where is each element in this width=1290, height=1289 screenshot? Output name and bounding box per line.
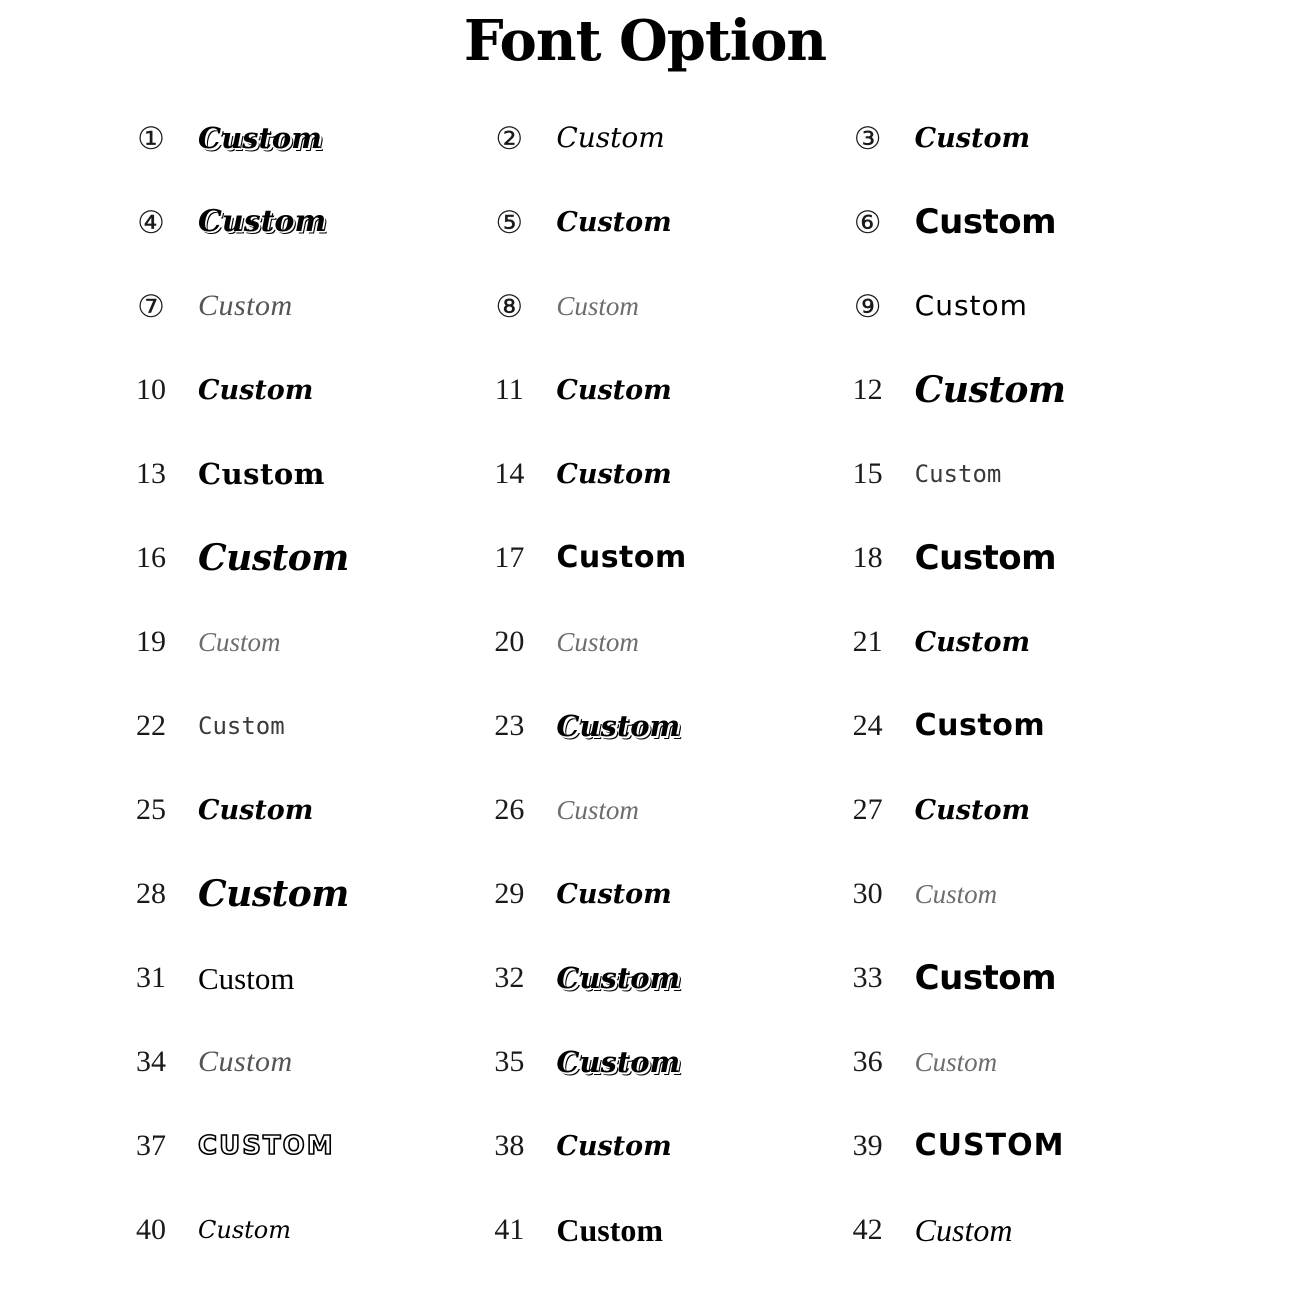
font-option-sample: Custom (914, 708, 1046, 743)
font-option-sample: Custom (198, 120, 322, 155)
font-option-sample: Custom (556, 206, 672, 238)
font-option-item[interactable] (837, 264, 1195, 348)
font-option-item[interactable] (478, 264, 836, 348)
font-option-sample: Custom (556, 121, 665, 154)
font-option-grid (0, 96, 1290, 1272)
font-option-number: ② (495, 120, 524, 156)
font-option-item[interactable] (120, 936, 478, 1020)
font-option-sample: Custom (198, 374, 314, 406)
font-option-number: 37 (136, 1129, 166, 1162)
font-option-number: 25 (136, 793, 166, 826)
font-option-number: 30 (852, 877, 883, 910)
font-option-sample: Custom (556, 626, 639, 657)
page-title: Font Option (463, 8, 827, 74)
font-option-item[interactable] (120, 1104, 478, 1188)
font-option-item[interactable] (837, 1020, 1195, 1104)
font-option-item[interactable] (478, 180, 836, 264)
font-option-sample: Custom (914, 1046, 998, 1077)
font-option-item[interactable] (478, 96, 836, 180)
font-option-item[interactable] (478, 516, 836, 600)
font-option-sample: Custom (198, 626, 281, 657)
font-option-number: 13 (136, 457, 166, 490)
font-option-sample: Custom (556, 1212, 663, 1248)
font-option-sample: Custom (198, 289, 293, 322)
font-option-item[interactable] (120, 600, 478, 684)
font-option-sample: Custom (198, 794, 314, 826)
font-option-sample: Custom (556, 290, 639, 321)
font-option-sample: Custom (914, 794, 1031, 826)
font-option-number: 21 (852, 625, 883, 658)
font-option-number: 11 (494, 373, 524, 406)
font-option-item[interactable] (120, 1188, 478, 1272)
font-option-number: 20 (494, 625, 525, 658)
font-option-sample: Custom (914, 1212, 1013, 1248)
font-option-sample: Custom (914, 369, 1066, 411)
font-option-item[interactable] (837, 180, 1195, 264)
font-option-sample: Custom (198, 873, 349, 915)
font-option-item[interactable] (837, 684, 1195, 768)
font-option-item[interactable] (837, 1188, 1195, 1272)
font-option-sample: CUSTOM (914, 1128, 1065, 1163)
font-option-number: 22 (136, 709, 166, 742)
font-option-sample: Custom (556, 708, 681, 743)
font-option-number: 10 (136, 373, 166, 406)
font-option-sample: Custom (198, 1045, 293, 1078)
font-option-sample: Custom (914, 122, 1031, 154)
font-option-sample: Custom (198, 712, 285, 740)
font-option-number: 19 (136, 625, 166, 658)
font-option-item[interactable] (837, 936, 1195, 1020)
font-option-item[interactable] (120, 264, 478, 348)
font-option-item[interactable] (478, 432, 836, 516)
font-option-sample: Custom (914, 626, 1031, 658)
font-option-number: 35 (494, 1045, 525, 1078)
font-option-number: ⑨ (853, 288, 882, 324)
font-option-number: 40 (136, 1213, 166, 1246)
font-option-number: 33 (852, 961, 883, 994)
font-option-sample: Custom (914, 202, 1057, 242)
font-option-sample: Custom (556, 794, 639, 825)
font-option-sample: Custom (556, 458, 672, 490)
font-option-sample: Custom (198, 456, 325, 491)
font-option-sample: Custom (556, 374, 672, 406)
font-option-item[interactable] (478, 1188, 836, 1272)
font-option-number: ④ (137, 204, 165, 240)
font-option-number: 17 (494, 541, 525, 574)
font-option-sample: Custom (198, 204, 327, 239)
font-option-number: 14 (494, 457, 525, 490)
font-option-item[interactable] (478, 768, 836, 852)
font-option-number: 23 (494, 709, 525, 742)
font-option-item[interactable] (120, 1020, 478, 1104)
font-option-item[interactable] (120, 768, 478, 852)
font-option-item[interactable] (478, 684, 836, 768)
font-option-number: 29 (494, 877, 525, 910)
font-option-item[interactable] (120, 96, 478, 180)
font-option-number: ⑥ (853, 204, 882, 240)
font-option-number: 15 (852, 457, 883, 490)
font-option-number: 39 (852, 1129, 883, 1162)
font-option-item[interactable] (120, 852, 478, 936)
font-option-number: ⑤ (495, 204, 524, 240)
font-option-number: 41 (494, 1213, 525, 1246)
font-option-sample: Custom (556, 878, 672, 910)
font-option-number: 26 (494, 793, 525, 826)
font-option-item[interactable] (837, 768, 1195, 852)
font-option-sample: Custom (914, 958, 1057, 998)
font-option-number: 36 (852, 1045, 883, 1078)
font-option-number: 16 (136, 541, 166, 574)
font-option-item[interactable] (478, 852, 836, 936)
font-option-item[interactable] (120, 180, 478, 264)
font-option-item[interactable] (478, 600, 836, 684)
font-option-number: 12 (852, 373, 883, 406)
font-option-sample: Custom (198, 1216, 291, 1244)
font-option-number: 18 (852, 541, 883, 574)
font-option-sample: Custom (914, 878, 998, 909)
font-option-item[interactable] (120, 348, 478, 432)
font-option-item[interactable] (478, 936, 836, 1020)
font-option-number: 24 (852, 709, 883, 742)
font-option-sample: Custom (556, 1044, 681, 1079)
font-option-item[interactable] (837, 432, 1195, 516)
font-option-sample: Custom (914, 289, 1028, 322)
font-option-item[interactable] (837, 348, 1195, 432)
font-option-number: 32 (494, 961, 525, 994)
font-option-sample: CUSTOM (198, 1131, 335, 1161)
font-option-number: 34 (136, 1045, 166, 1078)
font-option-number: 28 (136, 877, 166, 910)
font-option-item[interactable] (837, 1104, 1195, 1188)
font-option-item[interactable] (478, 348, 836, 432)
font-option-number: 38 (494, 1129, 525, 1162)
font-option-number: 31 (136, 961, 166, 994)
font-option-number: ③ (853, 120, 882, 156)
font-option-item[interactable] (478, 1020, 836, 1104)
font-option-item[interactable] (120, 432, 478, 516)
font-option-number: 42 (852, 1213, 883, 1246)
font-option-item[interactable] (837, 96, 1195, 180)
font-option-sample: Custom (556, 540, 687, 575)
font-option-item[interactable] (120, 684, 478, 768)
font-option-item[interactable] (837, 600, 1195, 684)
font-option-item[interactable] (120, 516, 478, 600)
font-option-number: ⑧ (495, 288, 524, 324)
font-option-sample: Custom (556, 1130, 672, 1162)
font-option-sample: Custom (914, 460, 1002, 488)
font-option-sample: Custom (198, 537, 349, 579)
font-option-sample: Custom (914, 538, 1057, 578)
font-option-item[interactable] (837, 852, 1195, 936)
font-option-sheet (0, 8, 1290, 1289)
font-option-item[interactable] (478, 1104, 836, 1188)
font-option-number: 27 (852, 793, 883, 826)
font-option-sample: Custom (556, 960, 681, 995)
font-option-item[interactable] (837, 516, 1195, 600)
font-option-number: ① (137, 120, 165, 156)
font-option-number: ⑦ (137, 288, 165, 324)
font-option-sample: Custom (198, 960, 295, 996)
